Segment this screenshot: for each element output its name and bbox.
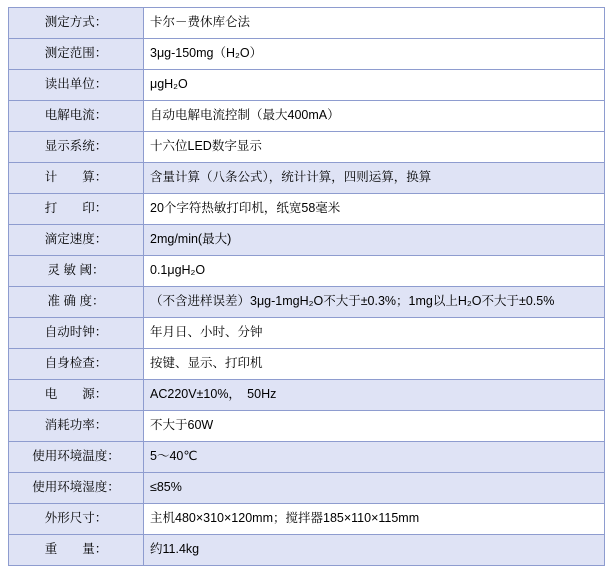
table-row (9, 256, 605, 287)
row-label: 电解电流： (9, 101, 144, 132)
row-value: 0.1μgH₂O (144, 256, 605, 287)
row-label: 准 确 度： (9, 287, 144, 318)
row-label: 显示系统： (9, 132, 144, 163)
row-value: 约11.4kg (144, 535, 605, 566)
row-label: 外形尺寸： (9, 504, 144, 535)
row-label: 使用环境温度： (9, 442, 144, 473)
table-row (9, 442, 605, 473)
table-row (9, 70, 605, 101)
specifications-table (8, 7, 605, 566)
table-row (9, 504, 605, 535)
table-row (9, 225, 605, 256)
row-value: AC220V±10%， 50Hz (144, 380, 605, 411)
table-body (9, 8, 605, 566)
row-value: 主机480×310×120mm；搅拌器185×110×115mm (144, 504, 605, 535)
table-row (9, 380, 605, 411)
row-value: 十六位LED数字显示 (144, 132, 605, 163)
row-value: ≤85% (144, 473, 605, 504)
row-label: 测定范围： (9, 39, 144, 70)
table-row (9, 132, 605, 163)
row-value: 不大于60W (144, 411, 605, 442)
row-label: 读出单位： (9, 70, 144, 101)
table-row (9, 163, 605, 194)
row-value: 按键、显示、打印机 (144, 349, 605, 380)
row-label: 计 算： (9, 163, 144, 194)
table-row (9, 39, 605, 70)
row-label: 使用环境湿度： (9, 473, 144, 504)
row-value: 2mg/min(最大) (144, 225, 605, 256)
row-label: 自动时钟： (9, 318, 144, 349)
table-row (9, 411, 605, 442)
row-label: 自身检查： (9, 349, 144, 380)
row-label: 重 量： (9, 535, 144, 566)
row-label: 灵 敏 阈： (9, 256, 144, 287)
row-value: 自动电解电流控制（最大400mA） (144, 101, 605, 132)
table-row (9, 287, 605, 318)
table-row (9, 194, 605, 225)
row-value: （不含进样误差）3μg-1mgH₂O不大于±0.3%；1mg以上H₂O不大于±0.5% (144, 287, 605, 318)
row-value: 5～40℃ (144, 442, 605, 473)
row-label: 滴定速度： (9, 225, 144, 256)
row-value: 年月日、小时、分钟 (144, 318, 605, 349)
row-label: 消耗功率： (9, 411, 144, 442)
row-value: 含量计算（八条公式），统计计算，四则运算，换算 (144, 163, 605, 194)
table-row (9, 535, 605, 566)
row-label: 测定方式： (9, 8, 144, 39)
table-row (9, 8, 605, 39)
table-row (9, 101, 605, 132)
table-row (9, 473, 605, 504)
row-label: 打 印： (9, 194, 144, 225)
row-value: 20个字符热敏打印机，纸宽58毫米 (144, 194, 605, 225)
table-row (9, 349, 605, 380)
row-value: 3μg-150mg（H₂O） (144, 39, 605, 70)
table-row (9, 318, 605, 349)
row-label: 电 源： (9, 380, 144, 411)
row-value: μgH₂O (144, 70, 605, 101)
row-value: 卡尔－费休库仑法 (144, 8, 605, 39)
